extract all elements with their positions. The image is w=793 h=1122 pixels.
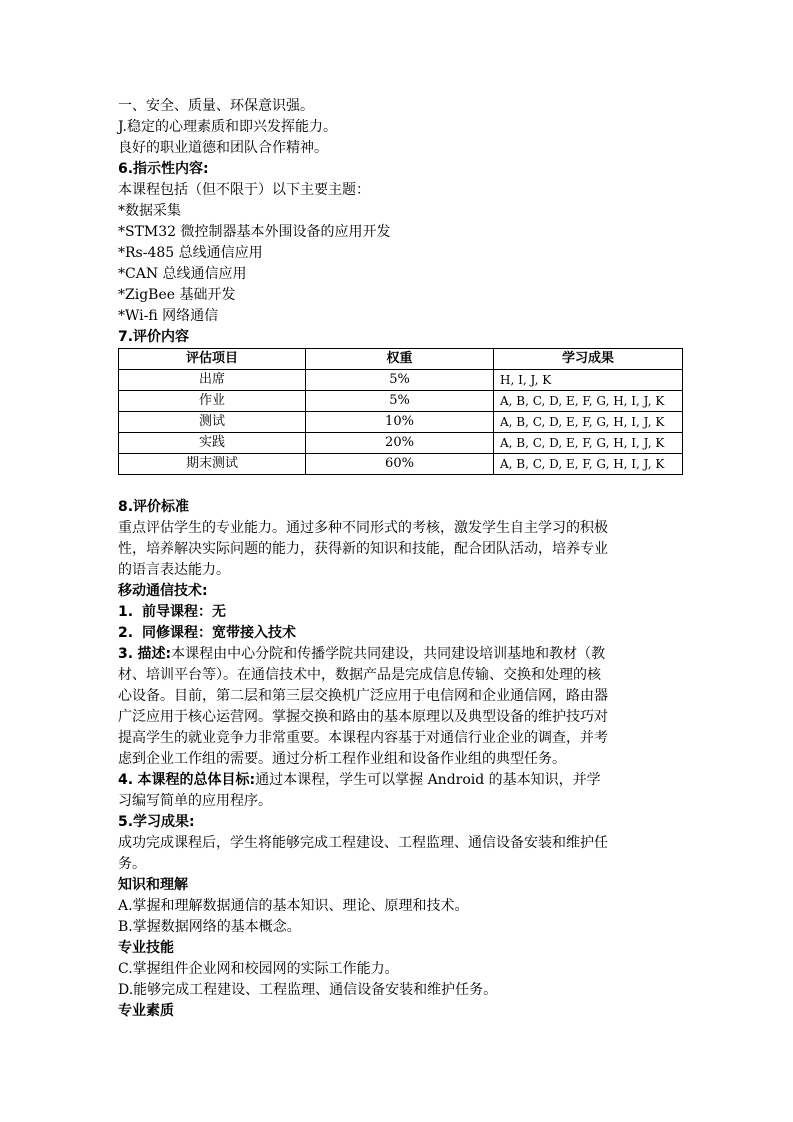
- cell-item: 期末测试: [119, 454, 306, 475]
- text-line: J.稳定的心理素质和即兴发挥能力。: [118, 119, 337, 135]
- section-6-heading: 6.指示性内容:: [118, 161, 209, 177]
- prereq-label: 前导课程：无: [141, 604, 226, 620]
- description-line: 广泛应用于核心运营网。掌握交换和路由的基本原理以及典型设备的维护技巧对: [118, 709, 608, 725]
- cell-item: 作业: [119, 391, 306, 412]
- coreq-label: 同修课程：宽带接入技术: [141, 625, 296, 641]
- skills-item: D.能够完成工程建设、工程监理、通信设备安装和维护任务。: [118, 982, 498, 998]
- topic-item: *Rs-485 总线通信应用: [118, 245, 263, 261]
- cell-weight: 10%: [306, 412, 494, 433]
- section-7-heading: 7.评价内容: [118, 329, 190, 345]
- topic-item: *CAN 总线通信应用: [118, 266, 247, 282]
- knowledge-heading: 知识和理解: [118, 877, 188, 893]
- paragraph-line: 重点评估学生的专业能力。通过多种不同形式的考核，激发学生自主学习的积极: [118, 520, 608, 536]
- cell-weight: 5%: [306, 370, 494, 391]
- cell-outcomes: A, B, C, D, E, F, G, H, I, J, K: [494, 391, 683, 412]
- goal-line: [118, 770, 682, 791]
- coreq-line: [118, 623, 682, 644]
- column-header-outcomes: 学习成果: [494, 349, 683, 370]
- outcomes-heading: 5.学习成果:: [118, 814, 195, 830]
- list-number: 1.: [118, 604, 134, 620]
- topic-item: *Wi-fi 网络通信: [118, 308, 219, 324]
- evaluation-table: [118, 348, 683, 475]
- description-line: [118, 644, 682, 665]
- description-line: 材、培训平台等）。在通信技术中，数据产品是完成信息传输、交换和处理的核: [118, 667, 601, 683]
- cell-item: 实践: [119, 433, 306, 454]
- text-line: 一、安全、质量、环保意识强。: [118, 98, 314, 114]
- description-line: 心设备。目前，第二层和第三层交换机广泛应用于电信网和企业通信网，路由器: [118, 688, 608, 704]
- topic-item: *ZigBee 基础开发: [118, 287, 236, 303]
- cell-item: 出席: [119, 370, 306, 391]
- table-row: [119, 391, 683, 412]
- topic-item: *数据采集: [118, 203, 181, 219]
- document-page: [118, 96, 682, 1022]
- skills-item: C.掌握组件企业网和校园网的实际工作能力。: [118, 961, 399, 977]
- table-row: [119, 370, 683, 391]
- table-row: [119, 412, 683, 433]
- prereq-line: [118, 602, 682, 623]
- list-number: 4.: [118, 772, 134, 788]
- cell-outcomes: A, B, C, D, E, F, G, H, I, J, K: [494, 433, 683, 454]
- cell-outcomes: A, B, C, D, E, F, G, H, I, J, K: [494, 412, 683, 433]
- cell-outcomes: H, I, J, K: [494, 370, 683, 391]
- list-number: 3.: [118, 646, 134, 662]
- paragraph-line: 的语言表达能力。: [118, 562, 230, 578]
- goal-label: 本课程的总体目标:: [137, 772, 256, 788]
- column-header-item: 评估项目: [119, 349, 306, 370]
- text-line: 良好的职业道德和团队合作精神。: [118, 140, 328, 156]
- quality-heading: 专业素质: [118, 1003, 174, 1019]
- cell-weight: 5%: [306, 391, 494, 412]
- paragraph-line: 性，培养解决实际问题的能力，获得新的知识和技能，配合团队活动，培养专业: [118, 541, 608, 557]
- topic-item: *STM32 微控制器基本外围设备的应用开发: [118, 224, 391, 240]
- table-header-row: [119, 349, 683, 370]
- description-line: 提高学生的就业竞争力非常重要。本课程内容基于对通信行业企业的调查，并考: [118, 730, 608, 746]
- skills-heading: 专业技能: [118, 940, 174, 956]
- section-6-intro: 本课程包括（但不限于）以下主要主题：: [118, 182, 370, 198]
- outcomes-line: 务。: [118, 856, 146, 872]
- column-header-weight: 权重: [306, 349, 494, 370]
- list-number: 2.: [118, 625, 134, 641]
- course-title: 移动通信技术:: [118, 583, 208, 599]
- knowledge-item: B.掌握数据网络的基本概念。: [118, 919, 301, 935]
- cell-outcomes: A, B, C, D, E, F, G, H, I, J, K: [494, 454, 683, 475]
- outcomes-line: 成功完成课程后，学生将能够完成工程建设、工程监理、通信设备安装和维护任: [118, 835, 608, 851]
- table-row: [119, 454, 683, 475]
- description-label: 描述:: [137, 646, 172, 662]
- knowledge-item: A.掌握和理解数据通信的基本知识、理论、原理和技术。: [118, 898, 469, 914]
- description-text: 本课程由中心分院和传播学院共同建设，共同建设培训基地和教材（教: [171, 646, 606, 662]
- cell-weight: 60%: [306, 454, 494, 475]
- table-row: [119, 433, 683, 454]
- description-line: 虑到企业工作组的需要。通过分析工程作业组和设备作业组的典型任务。: [118, 751, 566, 767]
- cell-item: 测试: [119, 412, 306, 433]
- goal-line: 习编写简单的应用程序。: [118, 793, 272, 809]
- cell-weight: 20%: [306, 433, 494, 454]
- goal-text: 通过本课程，学生可以掌握 Android 的基本知识，并学: [255, 772, 601, 788]
- section-8-heading: 8.评价标准: [118, 499, 190, 515]
